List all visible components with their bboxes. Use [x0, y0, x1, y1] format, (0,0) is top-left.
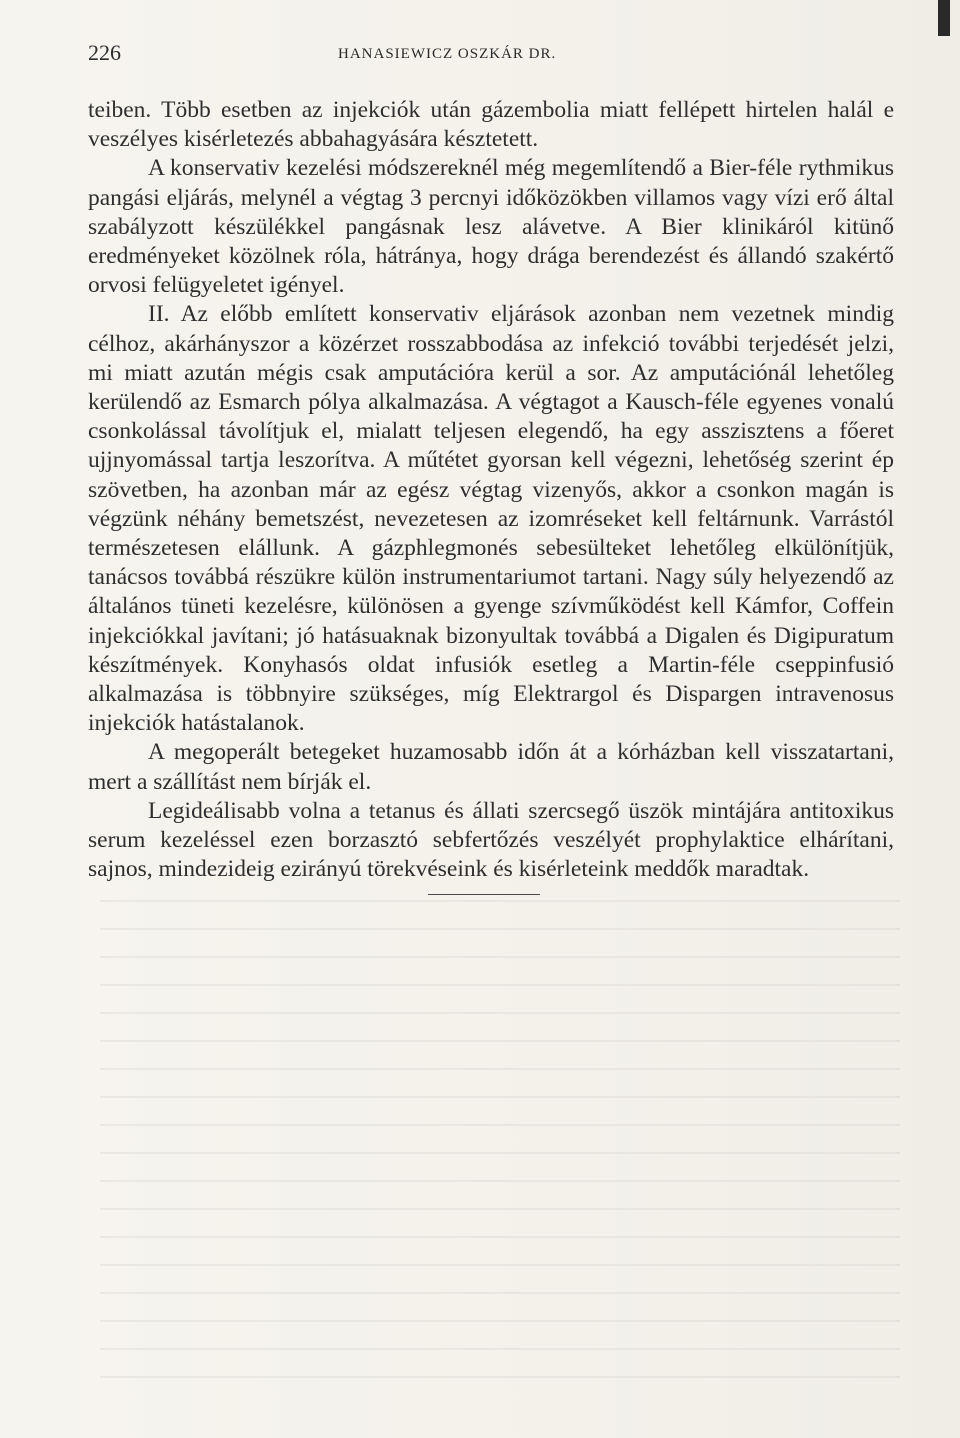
scan-edge-mark — [938, 0, 950, 36]
paragraph-4: A megoperált betegeket huzamosabb időn át a kórházban kell visszatartani, mert a szállítást nem bírják el. — [88, 739, 894, 795]
paragraph-1: teiben. Több esetben az injekciók után gázembolia miatt fellépett hirtelen halál e veszélyes kisérletezés abbahagyására késztetett. — [88, 97, 894, 153]
running-head: HANASIEWICZ OSZKÁR DR. — [338, 46, 557, 62]
body-text — [88, 96, 894, 884]
page-number: 226 — [88, 40, 121, 65]
show-through-texture — [100, 900, 900, 1400]
paragraph-2: A konservativ kezelési módszereknél még megemlítendő a Bier-féle rythmikus pangási eljárás, melynél a végtag 3 percnyi időközökben villamos vagy vízi erő által szabályzott készülékkel pangásnak lesz alávetve. A Bier klinikáról kitünő eredményeket közölnek róla, hátránya, hogy drága berendezést és állandó szakértő orvosi felügyeletet igényel. — [88, 155, 894, 299]
page-header — [88, 40, 898, 80]
section-divider — [428, 894, 540, 895]
paragraph-5: Legideálisabb volna a tetanus és állati szercsegő üszök mintájára antitoxikus serum kezeléssel ezen borzasztó sebfertőzés veszélyét prophylaktice elhárítani, sajnos, mindezideig ezirányú törekvéseink és kisérleteink meddők maradtak. — [88, 797, 894, 883]
paragraph-3: II. Az előbb említett konservativ eljárások azonban nem vezetnek mindig célhoz, akárhányszor a közérzet rosszabbodása az infekció további terjedését jelzi, mi miatt azután mégis csak amputációra kerül a sor. Az amputációnál lehetőleg kerülendő az Esmarch pólya alkalmazása. A végtagot a Kausch-féle egyenes vonalú csonkolással távolítjuk el, mialatt teljesen elegendő, ha egy asszisztens a főeret ujjnyomással tartja leszorítva. A műtétet gyorsan kell végezni, lehetőség szerint ép szövetben, ha azonban már az egész végtag vizenyős, akkor a csonkon magán is végzünk néhány bemetszést, nevezetesen az izomréseket kell feltárnunk. Varrástól természetesen elállunk. A gázphlegmonés sebesülteket lehetőleg elkülönítjük, tanácsos továbbá részükre külön instrumentariumot tartani. Nagy súly helyezendő az általános tüneti kezelésre, különösen a gyenge szívműködést kell Kámfor, Coffein injekciókkal javítani; jó hatásuaknak bizonyultak továbbá a Digalen és Digipuratum készítmények. Konyhasós oldat infusiók esetleg a Martin-féle cseppinfusió alkalmazása is többnyire szükséges, míg Elektrargol és Dispargen intravenosus injekciók hatástalanok. — [88, 301, 894, 737]
